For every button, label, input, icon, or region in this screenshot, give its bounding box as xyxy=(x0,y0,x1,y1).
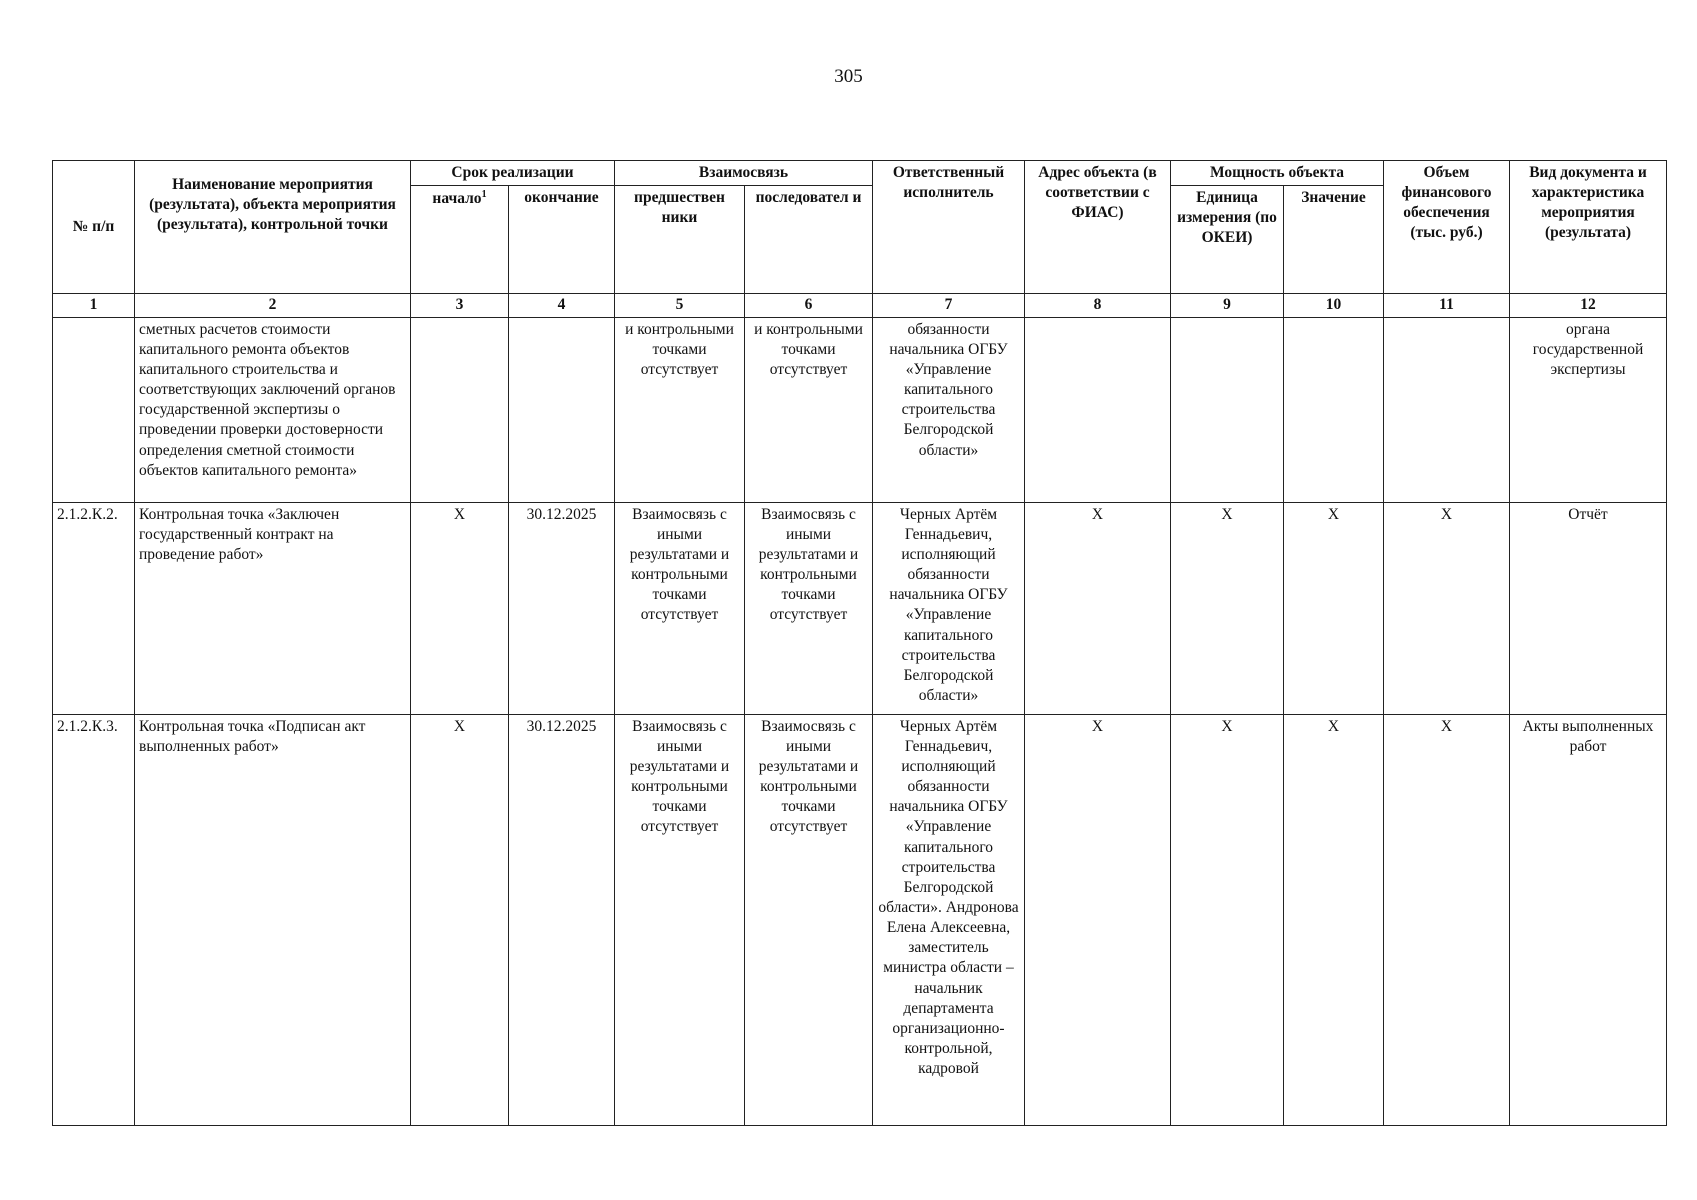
row-successors: Взаимосвязь с иными результатами и контрольными точками отсутствует xyxy=(745,714,873,1125)
column-number: 6 xyxy=(745,294,873,318)
row-name: Контрольная точка «Заключен государственный контракт на проведение работ» xyxy=(135,502,411,714)
header-start xyxy=(411,186,509,294)
row-document: Акты выполненных работ xyxy=(1510,714,1667,1125)
row-successors: и контрольными точками отсутствует xyxy=(745,317,873,502)
row-number: 2.1.2.К.3. xyxy=(53,714,135,1125)
header-link-group: Взаимосвязь xyxy=(615,161,873,186)
row-predecessors: и контрольными точками отсутствует xyxy=(615,317,745,502)
column-number: 4 xyxy=(509,294,615,318)
row-number: 2.1.2.К.2. xyxy=(53,502,135,714)
header-term-group: Срок реализации xyxy=(411,161,615,186)
column-number: 11 xyxy=(1384,294,1510,318)
header-value: Значение xyxy=(1284,186,1384,294)
row-responsible: Черных Артём Геннадьевич, исполняющий обязанности начальника ОГБУ «Управление капитального строительства Белгородской области». Андронова Елена Алексеевна, заместитель министра области – начальник департамента организационно-контрольной, кадровой xyxy=(873,714,1025,1125)
header-name: Наименование мероприятия (результата), объекта мероприятия (результата), контрольной точки xyxy=(135,161,411,294)
header-power-group: Мощность объекта xyxy=(1171,161,1384,186)
header-unit: Единица измерения (по ОКЕИ) xyxy=(1171,186,1284,294)
table-row xyxy=(53,714,1667,1125)
row-predecessors: Взаимосвязь с иными результатами и контрольными точками отсутствует xyxy=(615,714,745,1125)
header-financing: Объем финансового обеспечения (тыс. руб.) xyxy=(1384,161,1510,294)
table-row xyxy=(53,317,1667,502)
row-unit xyxy=(1171,317,1284,502)
row-predecessors: Взаимосвязь с иными результатами и контрольными точками отсутствует xyxy=(615,502,745,714)
header-start-label: начало xyxy=(432,190,482,208)
column-number: 2 xyxy=(135,294,411,318)
column-number: 5 xyxy=(615,294,745,318)
row-financing xyxy=(1384,317,1510,502)
row-address xyxy=(1025,317,1171,502)
row-end: 30.12.2025 xyxy=(509,714,615,1125)
row-unit: X xyxy=(1171,714,1284,1125)
row-end: 30.12.2025 xyxy=(509,502,615,714)
row-start xyxy=(411,317,509,502)
row-start: X xyxy=(411,502,509,714)
row-start: X xyxy=(411,714,509,1125)
row-value xyxy=(1284,317,1384,502)
column-number-row xyxy=(53,294,1667,318)
header-successors: последовател и xyxy=(745,186,873,294)
row-document: органа государственной экспертизы xyxy=(1510,317,1667,502)
column-number: 7 xyxy=(873,294,1025,318)
header-start-footnote: 1 xyxy=(481,189,487,201)
header-predecessors: предшествен ники xyxy=(615,186,745,294)
row-name: Контрольная точка «Подписан акт выполненных работ» xyxy=(135,714,411,1125)
page-number: 305 xyxy=(834,66,863,87)
column-number: 12 xyxy=(1510,294,1667,318)
header-responsible: Ответственный исполнитель xyxy=(873,161,1025,294)
column-number: 9 xyxy=(1171,294,1284,318)
row-value: X xyxy=(1284,502,1384,714)
header-number: № п/п xyxy=(53,161,135,294)
column-number: 1 xyxy=(53,294,135,318)
row-unit: X xyxy=(1171,502,1284,714)
column-number: 8 xyxy=(1025,294,1171,318)
row-address: X xyxy=(1025,502,1171,714)
row-number xyxy=(53,317,135,502)
row-responsible: Черных Артём Геннадьевич, исполняющий обязанности начальника ОГБУ «Управление капитального строительства Белгородской области» xyxy=(873,502,1025,714)
row-address: X xyxy=(1025,714,1171,1125)
column-number: 10 xyxy=(1284,294,1384,318)
table-row xyxy=(53,502,1667,714)
row-value: X xyxy=(1284,714,1384,1125)
row-financing: X xyxy=(1384,502,1510,714)
row-financing: X xyxy=(1384,714,1510,1125)
header-document: Вид документа и характеристика мероприятия (результата) xyxy=(1510,161,1667,294)
column-number: 3 xyxy=(411,294,509,318)
header-end: окончание xyxy=(509,186,615,294)
row-name: сметных расчетов стоимости капитального ремонта объектов капитального строительства и соответствующих заключений органов государственной экспертизы о проведении проверки достоверности определения сметной стоимости объектов капитального ремонта» xyxy=(135,317,411,502)
row-document: Отчёт xyxy=(1510,502,1667,714)
row-end xyxy=(509,317,615,502)
row-responsible: обязанности начальника ОГБУ «Управление капитального строительства Белгородской области» xyxy=(873,317,1025,502)
header-address: Адрес объекта (в соответствии с ФИАС) xyxy=(1025,161,1171,294)
plan-table xyxy=(52,160,1667,1126)
row-successors: Взаимосвязь с иными результатами и контрольными точками отсутствует xyxy=(745,502,873,714)
